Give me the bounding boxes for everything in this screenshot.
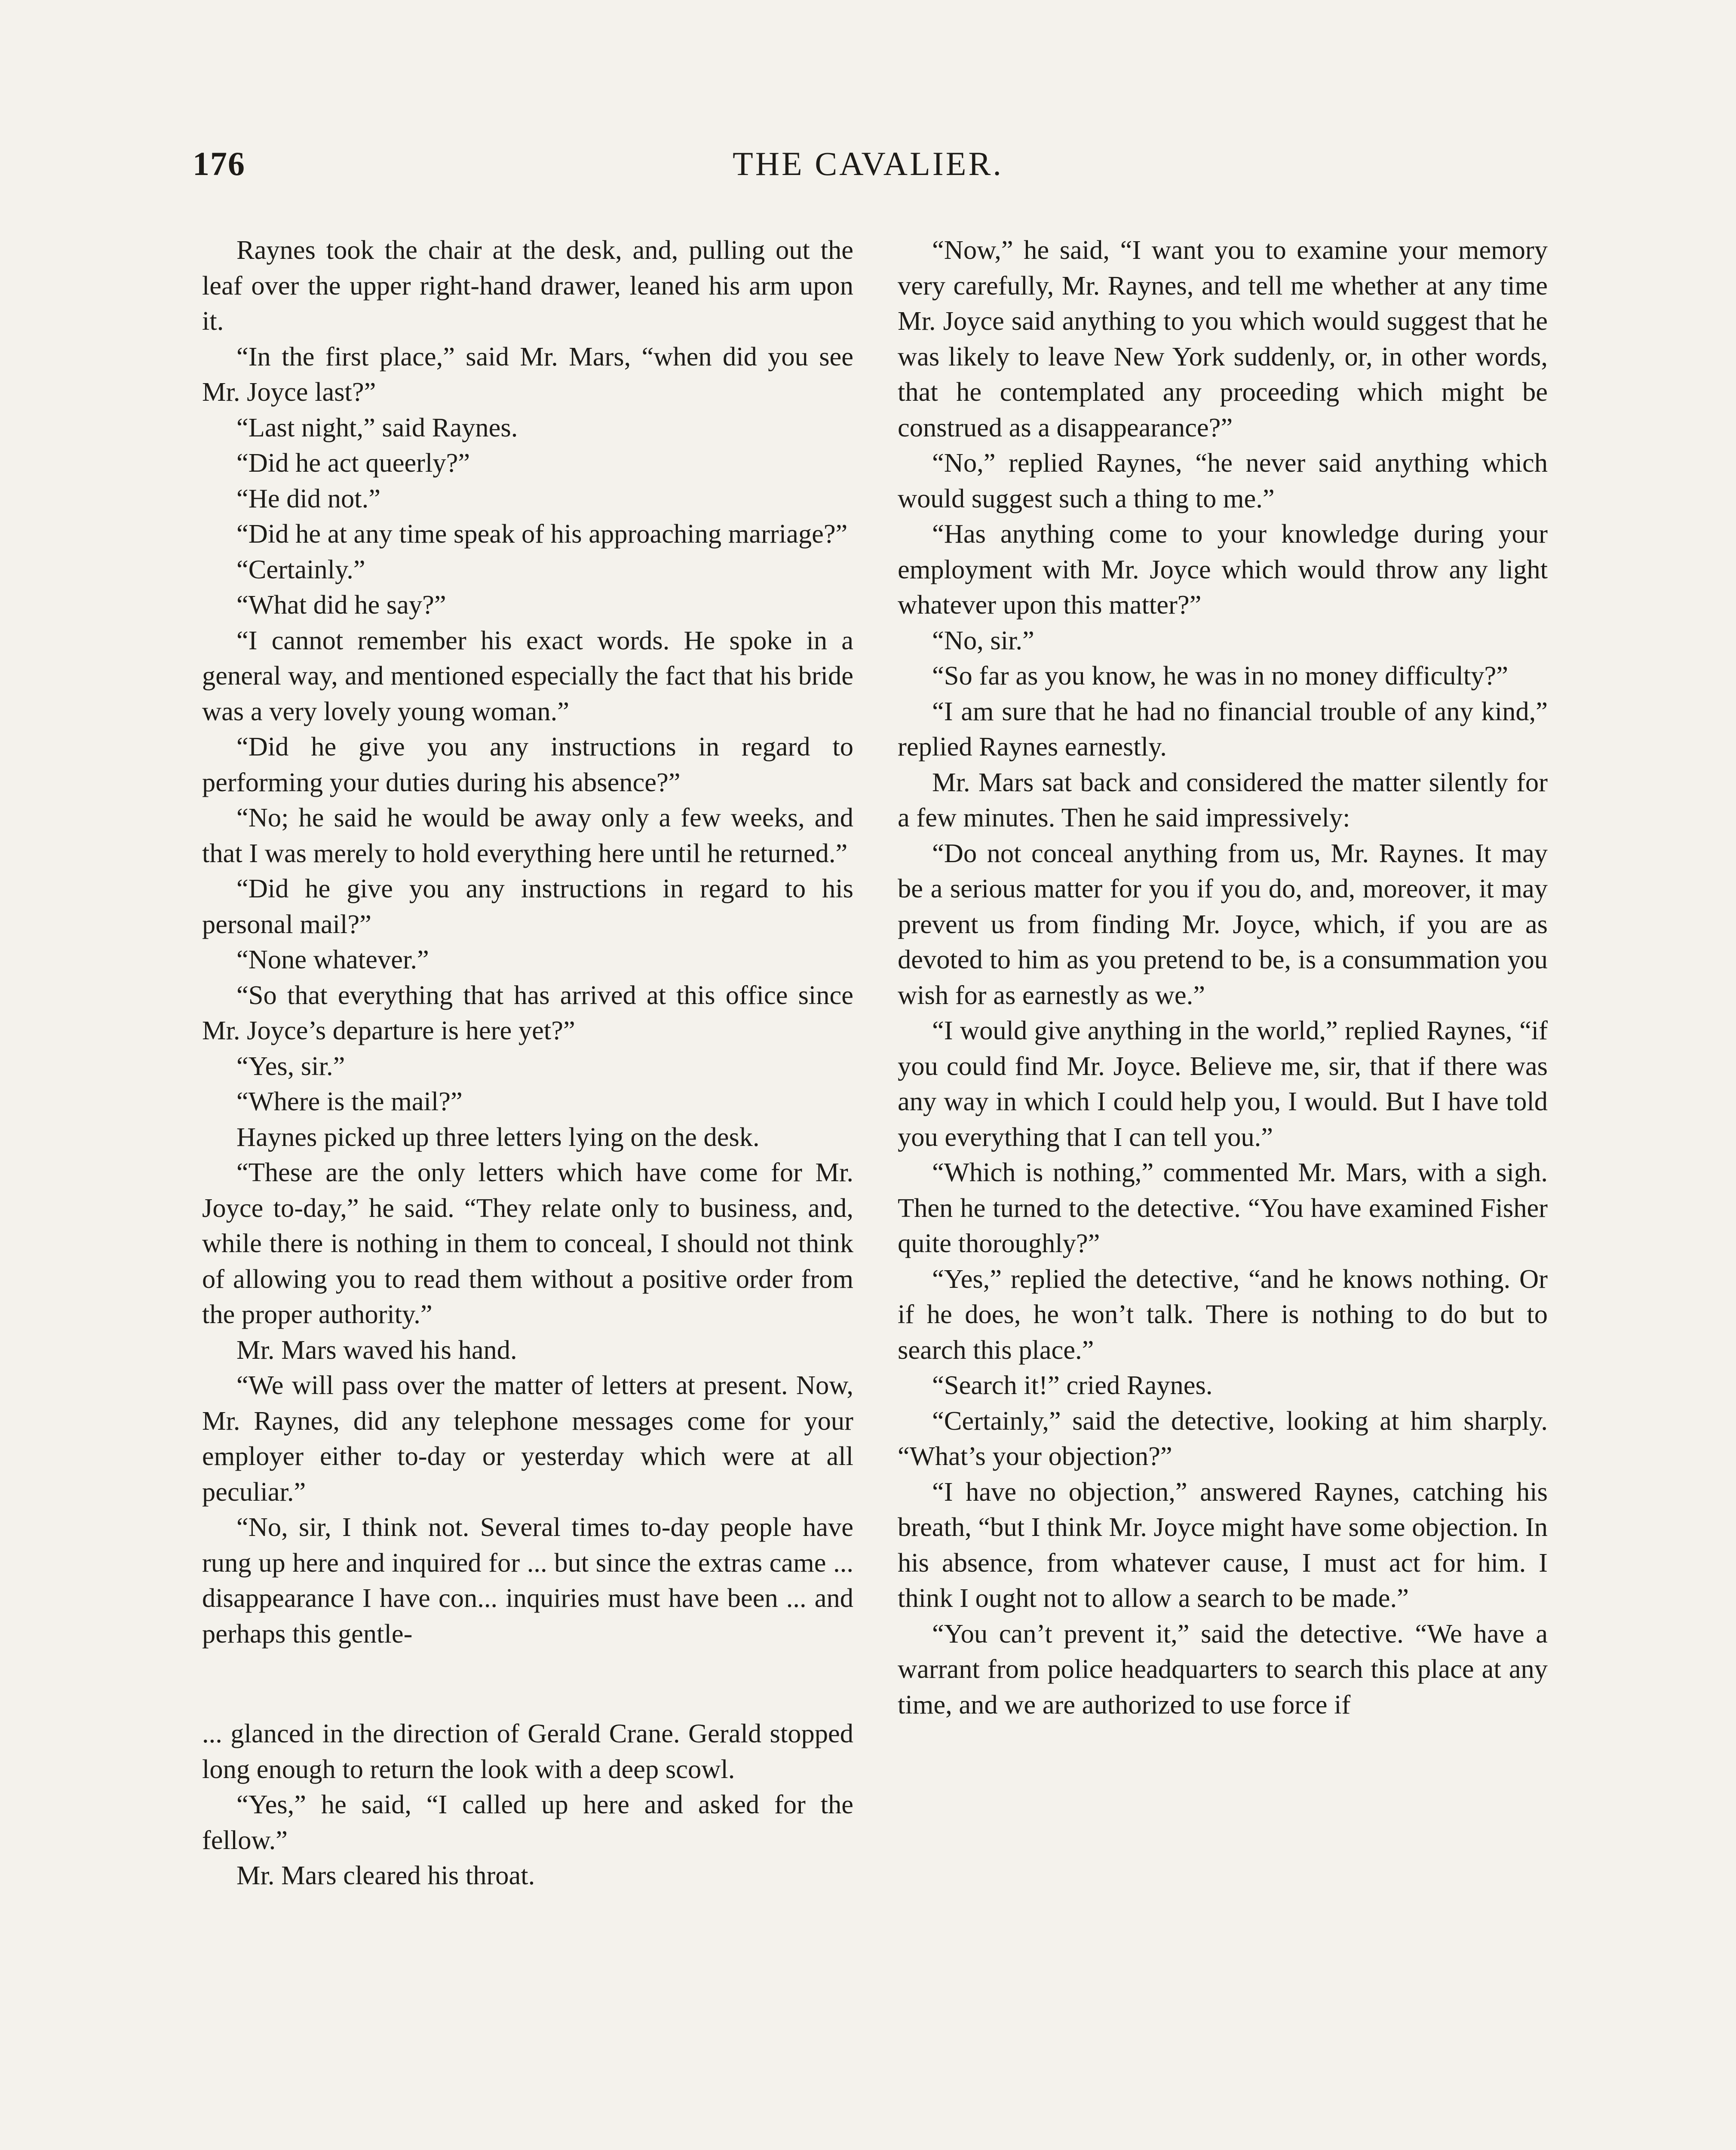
running-head: THE CAVALIER. — [733, 145, 1003, 182]
paragraph: Mr. Mars waved his hand. — [236, 1334, 517, 1365]
paragraph: “No,” replied Raynes, “he never said anything which would suggest such a thing to me.” — [898, 448, 1548, 513]
paragraph: “Search it!” cried Raynes. — [932, 1370, 1213, 1400]
paragraph: “Last night,” said Raynes. — [236, 412, 518, 442]
paragraph: “No, sir.” — [932, 625, 1034, 655]
paragraph: “Where is the mail?” — [236, 1086, 463, 1116]
paragraph: Mr. Mars sat back and considered the matter silently for a few minutes. Then he said impressively: — [898, 767, 1548, 832]
paragraph: “Did he give you any instructions in regard to performing your duties during his absence?” — [202, 731, 853, 797]
paragraph: Mr. Mars cleared his throat. — [236, 1860, 535, 1890]
paragraph: “Which is nothing,” commented Mr. Mars, with a sigh. Then he turned to the detective. “You have examined Fisher quite thoroughly?” — [898, 1157, 1548, 1258]
paragraph: “No, sir, I think not. Several times to-day people have rung up here and inquired for ... but since the extras came ... disappearance I have con... inquiries must have been ... and perhaps this gentle- — [202, 1512, 853, 1649]
paragraph: “Now,” he said, “I want you to examine your memory very carefully, Mr. Raynes, and tell me whether at any time Mr. Joyce said anything to you which would suggest that he was likely to leave New York suddenly, or, in other words, that he contemplated any proceeding which might be construed as a disappearance?” — [898, 235, 1548, 442]
paragraph: “I have no objection,” answered Raynes, catching his breath, “but I think Mr. Joyce might have some objection. In his absence, from whatever cause, I must act for him. I think I ought not to allow a search to be made.” — [898, 1476, 1548, 1613]
paragraph: “These are the only letters which have come for Mr. Joyce to-day,” he said. “They relate only to business, and, while there is nothing in them to conceal, I should not think of allowing you to read them without a positive order from the proper authority.” — [202, 1157, 853, 1329]
page-number: 176 — [193, 145, 245, 182]
paragraph: “Did he act queerly?” — [236, 448, 470, 478]
paragraph: “I am sure that he had no financial trouble of any kind,” replied Raynes earnestly. — [898, 696, 1548, 762]
paragraph: “No; he said he would be away only a few weeks, and that I was merely to hold everything here until he returned.” — [202, 802, 853, 868]
paragraph: Haynes picked up three letters lying on the desk. — [236, 1121, 760, 1152]
paragraph: “You can’t prevent it,” said the detective. “We have a warrant from police headquarters to search this place at any time, and we are authorized to use force if — [898, 1618, 1548, 1720]
paragraph: Raynes took the chair at the desk, and, pulling out the leaf over the upper right-hand drawer, leaned his arm upon it. — [202, 235, 853, 336]
left-column — [202, 232, 853, 1893]
paragraph: “Yes,” replied the detective, “and he knows nothing. Or if he does, he won’t talk. There is nothing to do but to search this place.” — [898, 1263, 1548, 1365]
paragraph: “I cannot remember his exact words. He spoke in a general way, and mentioned especially the fact that his bride was a very lovely young woman.” — [202, 625, 853, 726]
right-column — [898, 232, 1548, 1722]
paragraph: “So that everything that has arrived at this office since Mr. Joyce’s departure is here yet?” — [202, 980, 853, 1045]
paragraph: “I would give anything in the world,” replied Raynes, “if you could find Mr. Joyce. Believe me, sir, that if there was any way in which I could help you, I would. But I have told you everything that I can tell you.” — [898, 1015, 1548, 1152]
paragraph: “Did he at any time speak of his approaching marriage?” — [236, 519, 848, 549]
paragraph: “Do not conceal anything from us, Mr. Raynes. It may be a serious matter for you if you do, and, moreover, it may prevent us from finding Mr. Joyce, which, if you are as devoted to him as you pretend to be, is a consummation you wish for as earnestly as we.” — [898, 838, 1548, 1010]
paragraph: “Yes,” he said, “I called up here and asked for the fellow.” — [202, 1789, 853, 1855]
paragraph: “Has anything come to your knowledge during your employment with Mr. Joyce which would throw any light whatever upon this matter?” — [898, 519, 1548, 620]
paragraph: “What did he say?” — [236, 590, 446, 620]
paragraph: “Did he give you any instructions in regard to his personal mail?” — [202, 873, 853, 939]
paragraph: “Certainly.” — [236, 554, 365, 584]
paragraph: “None whatever.” — [236, 944, 429, 974]
paragraph: “Yes, sir.” — [236, 1050, 345, 1081]
paragraph: “Certainly,” said the detective, looking at him sharply. “What’s your objection?” — [898, 1405, 1548, 1471]
paragraph: “In the first place,” said Mr. Mars, “when did you see Mr. Joyce last?” — [202, 341, 853, 407]
paragraph: ... glanced in the direction of Gerald Crane. Gerald stopped long enough to return the look with a deep scowl. — [202, 1718, 853, 1784]
paragraph: “He did not.” — [236, 483, 380, 513]
paragraph: “We will pass over the matter of letters at present. Now, Mr. Raynes, did any telephone messages come for your employer either to-day or yesterday which were at all peculiar.” — [202, 1370, 853, 1507]
paragraph: “So far as you know, he was in no money difficulty?” — [932, 660, 1508, 691]
